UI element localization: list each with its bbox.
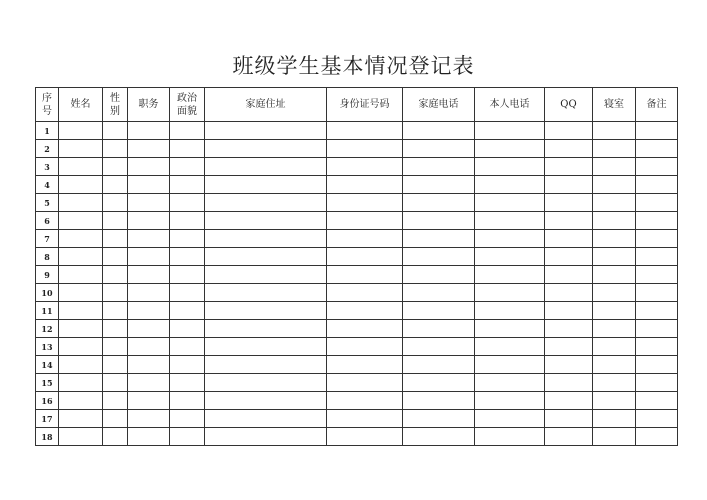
blank-cell[interactable] — [475, 158, 545, 176]
row-number: 16 — [36, 392, 59, 410]
row-number: 1 — [36, 122, 59, 140]
blank-cell[interactable] — [205, 140, 327, 158]
table-row — [36, 302, 678, 320]
blank-cell[interactable] — [545, 194, 593, 212]
blank-cell[interactable] — [59, 230, 103, 248]
blank-cell[interactable] — [170, 428, 205, 446]
row-number: 17 — [36, 410, 59, 428]
blank-cell[interactable] — [327, 140, 403, 158]
header-text: 身份证号码 — [339, 99, 390, 110]
blank-cell[interactable] — [128, 374, 170, 392]
blank-cell[interactable] — [403, 302, 475, 320]
column-header — [103, 88, 128, 122]
blank-cell[interactable] — [636, 428, 678, 446]
column-header — [327, 88, 403, 122]
blank-cell[interactable] — [128, 122, 170, 140]
blank-cell[interactable] — [103, 320, 128, 338]
blank-cell[interactable] — [636, 212, 678, 230]
blank-cell[interactable] — [327, 194, 403, 212]
blank-cell[interactable] — [170, 356, 205, 374]
blank-cell[interactable] — [545, 410, 593, 428]
row-number: 2 — [36, 140, 59, 158]
blank-cell[interactable] — [593, 122, 636, 140]
blank-cell[interactable] — [128, 212, 170, 230]
blank-cell[interactable] — [403, 230, 475, 248]
blank-cell[interactable] — [128, 248, 170, 266]
blank-cell[interactable] — [475, 194, 545, 212]
table-row — [36, 392, 678, 410]
blank-cell[interactable] — [128, 230, 170, 248]
blank-cell[interactable] — [545, 356, 593, 374]
header-text: 备注 — [646, 99, 667, 110]
table-row — [36, 374, 678, 392]
blank-cell[interactable] — [170, 176, 205, 194]
blank-cell[interactable] — [545, 374, 593, 392]
blank-cell[interactable] — [593, 392, 636, 410]
blank-cell[interactable] — [403, 176, 475, 194]
blank-cell[interactable] — [545, 158, 593, 176]
blank-cell[interactable] — [128, 158, 170, 176]
table-row — [36, 428, 678, 446]
blank-cell[interactable] — [59, 194, 103, 212]
header-text: 家庭住址 — [245, 99, 286, 110]
blank-cell[interactable] — [475, 374, 545, 392]
header-text: 职务 — [138, 99, 159, 110]
row-number: 12 — [36, 320, 59, 338]
blank-cell[interactable] — [59, 176, 103, 194]
blank-cell[interactable] — [636, 320, 678, 338]
blank-cell[interactable] — [403, 194, 475, 212]
blank-cell[interactable] — [327, 158, 403, 176]
blank-cell[interactable] — [128, 302, 170, 320]
blank-cell[interactable] — [59, 410, 103, 428]
registration-table — [35, 87, 678, 446]
column-header — [545, 88, 593, 122]
column-header — [403, 88, 475, 122]
blank-cell[interactable] — [403, 158, 475, 176]
blank-cell[interactable] — [403, 284, 475, 302]
blank-cell[interactable] — [403, 410, 475, 428]
blank-cell[interactable] — [327, 374, 403, 392]
blank-cell[interactable] — [128, 176, 170, 194]
blank-cell[interactable] — [327, 356, 403, 374]
blank-cell[interactable] — [403, 392, 475, 410]
blank-cell[interactable] — [475, 428, 545, 446]
table-row — [36, 338, 678, 356]
blank-cell[interactable] — [636, 140, 678, 158]
table-row — [36, 356, 678, 374]
row-number: 9 — [36, 266, 59, 284]
row-number: 18 — [36, 428, 59, 446]
blank-cell[interactable] — [205, 320, 327, 338]
blank-cell[interactable] — [636, 158, 678, 176]
blank-cell[interactable] — [327, 338, 403, 356]
header-text: 面貌 — [177, 105, 197, 117]
blank-cell[interactable] — [128, 266, 170, 284]
blank-cell[interactable] — [593, 302, 636, 320]
column-header — [36, 88, 59, 122]
blank-cell[interactable] — [205, 284, 327, 302]
blank-cell[interactable] — [128, 320, 170, 338]
blank-cell[interactable] — [170, 284, 205, 302]
blank-cell[interactable] — [475, 392, 545, 410]
blank-cell[interactable] — [205, 410, 327, 428]
blank-cell[interactable] — [205, 338, 327, 356]
blank-cell[interactable] — [475, 302, 545, 320]
blank-cell[interactable] — [170, 158, 205, 176]
blank-cell[interactable] — [103, 374, 128, 392]
blank-cell[interactable] — [475, 266, 545, 284]
blank-cell[interactable] — [103, 158, 128, 176]
blank-cell[interactable] — [636, 356, 678, 374]
column-header — [475, 88, 545, 122]
column-header — [128, 88, 170, 122]
form-title: 班级学生基本情况登记表 — [232, 54, 475, 78]
row-number: 15 — [36, 374, 59, 392]
blank-cell[interactable] — [545, 176, 593, 194]
blank-cell[interactable] — [170, 230, 205, 248]
blank-cell[interactable] — [59, 338, 103, 356]
blank-cell[interactable] — [205, 122, 327, 140]
blank-cell[interactable] — [475, 230, 545, 248]
blank-cell[interactable] — [475, 140, 545, 158]
blank-cell[interactable] — [59, 212, 103, 230]
blank-cell[interactable] — [593, 410, 636, 428]
blank-cell[interactable] — [170, 266, 205, 284]
header-text: 号 — [42, 105, 52, 117]
row-number: 3 — [36, 158, 59, 176]
blank-cell[interactable] — [205, 266, 327, 284]
blank-cell[interactable] — [475, 410, 545, 428]
blank-cell[interactable] — [636, 248, 678, 266]
blank-cell[interactable] — [636, 410, 678, 428]
blank-cell[interactable] — [475, 338, 545, 356]
blank-cell[interactable] — [475, 176, 545, 194]
header-text: 本人电话 — [489, 99, 530, 110]
blank-cell[interactable] — [103, 122, 128, 140]
blank-cell[interactable] — [205, 230, 327, 248]
row-number: 7 — [36, 230, 59, 248]
blank-cell[interactable] — [545, 266, 593, 284]
blank-cell[interactable] — [545, 302, 593, 320]
blank-cell[interactable] — [545, 392, 593, 410]
blank-cell[interactable] — [205, 302, 327, 320]
blank-cell[interactable] — [636, 338, 678, 356]
blank-cell[interactable] — [170, 320, 205, 338]
blank-cell[interactable] — [403, 428, 475, 446]
blank-cell[interactable] — [103, 140, 128, 158]
blank-cell[interactable] — [593, 194, 636, 212]
blank-cell[interactable] — [59, 122, 103, 140]
column-header — [170, 88, 205, 122]
blank-cell[interactable] — [593, 266, 636, 284]
blank-cell[interactable] — [170, 194, 205, 212]
blank-cell[interactable] — [205, 392, 327, 410]
table-row — [36, 266, 678, 284]
blank-cell[interactable] — [59, 266, 103, 284]
blank-cell[interactable] — [475, 212, 545, 230]
blank-cell[interactable] — [593, 284, 636, 302]
blank-cell[interactable] — [103, 176, 128, 194]
blank-cell[interactable] — [205, 248, 327, 266]
blank-cell[interactable] — [103, 212, 128, 230]
blank-cell[interactable] — [545, 320, 593, 338]
blank-cell[interactable] — [59, 320, 103, 338]
table-row — [36, 194, 678, 212]
blank-cell[interactable] — [593, 356, 636, 374]
blank-cell[interactable] — [327, 410, 403, 428]
blank-cell[interactable] — [103, 302, 128, 320]
blank-cell[interactable] — [59, 140, 103, 158]
table-row — [36, 212, 678, 230]
blank-cell[interactable] — [59, 392, 103, 410]
blank-cell[interactable] — [403, 140, 475, 158]
row-number: 8 — [36, 248, 59, 266]
column-header — [636, 88, 678, 122]
blank-cell[interactable] — [475, 122, 545, 140]
table-row — [36, 230, 678, 248]
blank-cell[interactable] — [205, 194, 327, 212]
blank-cell[interactable] — [59, 284, 103, 302]
blank-cell[interactable] — [636, 194, 678, 212]
blank-cell[interactable] — [403, 374, 475, 392]
blank-cell[interactable] — [327, 230, 403, 248]
column-header — [59, 88, 103, 122]
blank-cell[interactable] — [205, 212, 327, 230]
blank-cell[interactable] — [403, 248, 475, 266]
blank-cell[interactable] — [545, 428, 593, 446]
blank-cell[interactable] — [59, 428, 103, 446]
header-text: 别 — [110, 105, 120, 117]
blank-cell[interactable] — [170, 122, 205, 140]
blank-cell[interactable] — [593, 248, 636, 266]
blank-cell[interactable] — [327, 122, 403, 140]
blank-cell[interactable] — [593, 338, 636, 356]
table-row — [36, 248, 678, 266]
row-number: 14 — [36, 356, 59, 374]
table-row — [36, 176, 678, 194]
blank-cell[interactable] — [403, 320, 475, 338]
blank-cell[interactable] — [403, 266, 475, 284]
blank-cell[interactable] — [593, 140, 636, 158]
blank-cell[interactable] — [403, 212, 475, 230]
header-text: 政治 — [177, 92, 197, 104]
blank-cell[interactable] — [636, 302, 678, 320]
blank-cell[interactable] — [636, 374, 678, 392]
header-text: QQ — [560, 99, 577, 110]
header-text: 家庭电话 — [418, 99, 459, 110]
blank-cell[interactable] — [327, 248, 403, 266]
blank-cell[interactable] — [128, 356, 170, 374]
blank-cell[interactable] — [327, 320, 403, 338]
blank-cell[interactable] — [170, 338, 205, 356]
blank-cell[interactable] — [103, 230, 128, 248]
blank-cell[interactable] — [475, 248, 545, 266]
blank-cell[interactable] — [327, 392, 403, 410]
blank-cell[interactable] — [170, 140, 205, 158]
blank-cell[interactable] — [545, 140, 593, 158]
table-row — [36, 410, 678, 428]
blank-cell[interactable] — [327, 266, 403, 284]
blank-cell[interactable] — [327, 428, 403, 446]
blank-cell[interactable] — [636, 392, 678, 410]
blank-cell[interactable] — [593, 176, 636, 194]
blank-cell[interactable] — [593, 212, 636, 230]
blank-cell[interactable] — [170, 410, 205, 428]
blank-cell[interactable] — [636, 284, 678, 302]
header-text: 序 — [42, 92, 52, 104]
blank-cell[interactable] — [205, 428, 327, 446]
blank-cell[interactable] — [475, 320, 545, 338]
blank-cell[interactable] — [205, 176, 327, 194]
blank-cell[interactable] — [475, 356, 545, 374]
blank-cell[interactable] — [128, 338, 170, 356]
row-number: 13 — [36, 338, 59, 356]
blank-cell[interactable] — [103, 356, 128, 374]
blank-cell[interactable] — [128, 284, 170, 302]
blank-cell[interactable] — [545, 230, 593, 248]
blank-cell[interactable] — [205, 158, 327, 176]
blank-cell[interactable] — [636, 122, 678, 140]
blank-cell[interactable] — [545, 122, 593, 140]
table-row — [36, 284, 678, 302]
blank-cell[interactable] — [128, 428, 170, 446]
header-text: 性 — [110, 92, 120, 104]
blank-cell[interactable] — [103, 248, 128, 266]
row-number: 10 — [36, 284, 59, 302]
blank-cell[interactable] — [327, 212, 403, 230]
blank-cell[interactable] — [403, 338, 475, 356]
column-header — [593, 88, 636, 122]
blank-cell[interactable] — [327, 302, 403, 320]
blank-cell[interactable] — [403, 356, 475, 374]
blank-cell[interactable] — [59, 356, 103, 374]
blank-cell[interactable] — [636, 230, 678, 248]
blank-cell[interactable] — [103, 392, 128, 410]
blank-cell[interactable] — [545, 338, 593, 356]
header-text: 姓名 — [70, 99, 91, 110]
blank-cell[interactable] — [170, 248, 205, 266]
blank-cell[interactable] — [593, 158, 636, 176]
blank-cell[interactable] — [593, 374, 636, 392]
blank-cell[interactable] — [128, 140, 170, 158]
blank-cell[interactable] — [205, 356, 327, 374]
table-row — [36, 140, 678, 158]
blank-cell[interactable] — [59, 302, 103, 320]
blank-cell[interactable] — [128, 194, 170, 212]
blank-cell[interactable] — [170, 212, 205, 230]
table-row — [36, 158, 678, 176]
table-row — [36, 320, 678, 338]
blank-cell[interactable] — [59, 374, 103, 392]
blank-cell[interactable] — [170, 374, 205, 392]
blank-cell[interactable] — [170, 392, 205, 410]
blank-cell[interactable] — [103, 428, 128, 446]
blank-cell[interactable] — [59, 248, 103, 266]
blank-cell[interactable] — [59, 158, 103, 176]
header-row — [36, 88, 678, 122]
column-header — [205, 88, 327, 122]
row-number: 6 — [36, 212, 59, 230]
blank-cell[interactable] — [593, 428, 636, 446]
blank-cell[interactable] — [545, 248, 593, 266]
blank-cell[interactable] — [593, 230, 636, 248]
blank-cell[interactable] — [327, 176, 403, 194]
row-number: 5 — [36, 194, 59, 212]
blank-cell[interactable] — [103, 410, 128, 428]
blank-cell[interactable] — [327, 284, 403, 302]
blank-cell[interactable] — [103, 194, 128, 212]
row-number: 4 — [36, 176, 59, 194]
blank-cell[interactable] — [103, 284, 128, 302]
blank-cell[interactable] — [103, 266, 128, 284]
blank-cell[interactable] — [128, 392, 170, 410]
blank-cell[interactable] — [636, 266, 678, 284]
table-row — [36, 122, 678, 140]
blank-cell[interactable] — [475, 284, 545, 302]
blank-cell[interactable] — [545, 212, 593, 230]
blank-cell[interactable] — [170, 302, 205, 320]
row-number: 11 — [36, 302, 59, 320]
header-text: 寝室 — [604, 99, 624, 110]
blank-cell[interactable] — [205, 374, 327, 392]
blank-cell[interactable] — [403, 122, 475, 140]
blank-cell[interactable] — [103, 338, 128, 356]
blank-cell[interactable] — [545, 284, 593, 302]
blank-cell[interactable] — [128, 410, 170, 428]
blank-cell[interactable] — [636, 176, 678, 194]
blank-cell[interactable] — [593, 320, 636, 338]
